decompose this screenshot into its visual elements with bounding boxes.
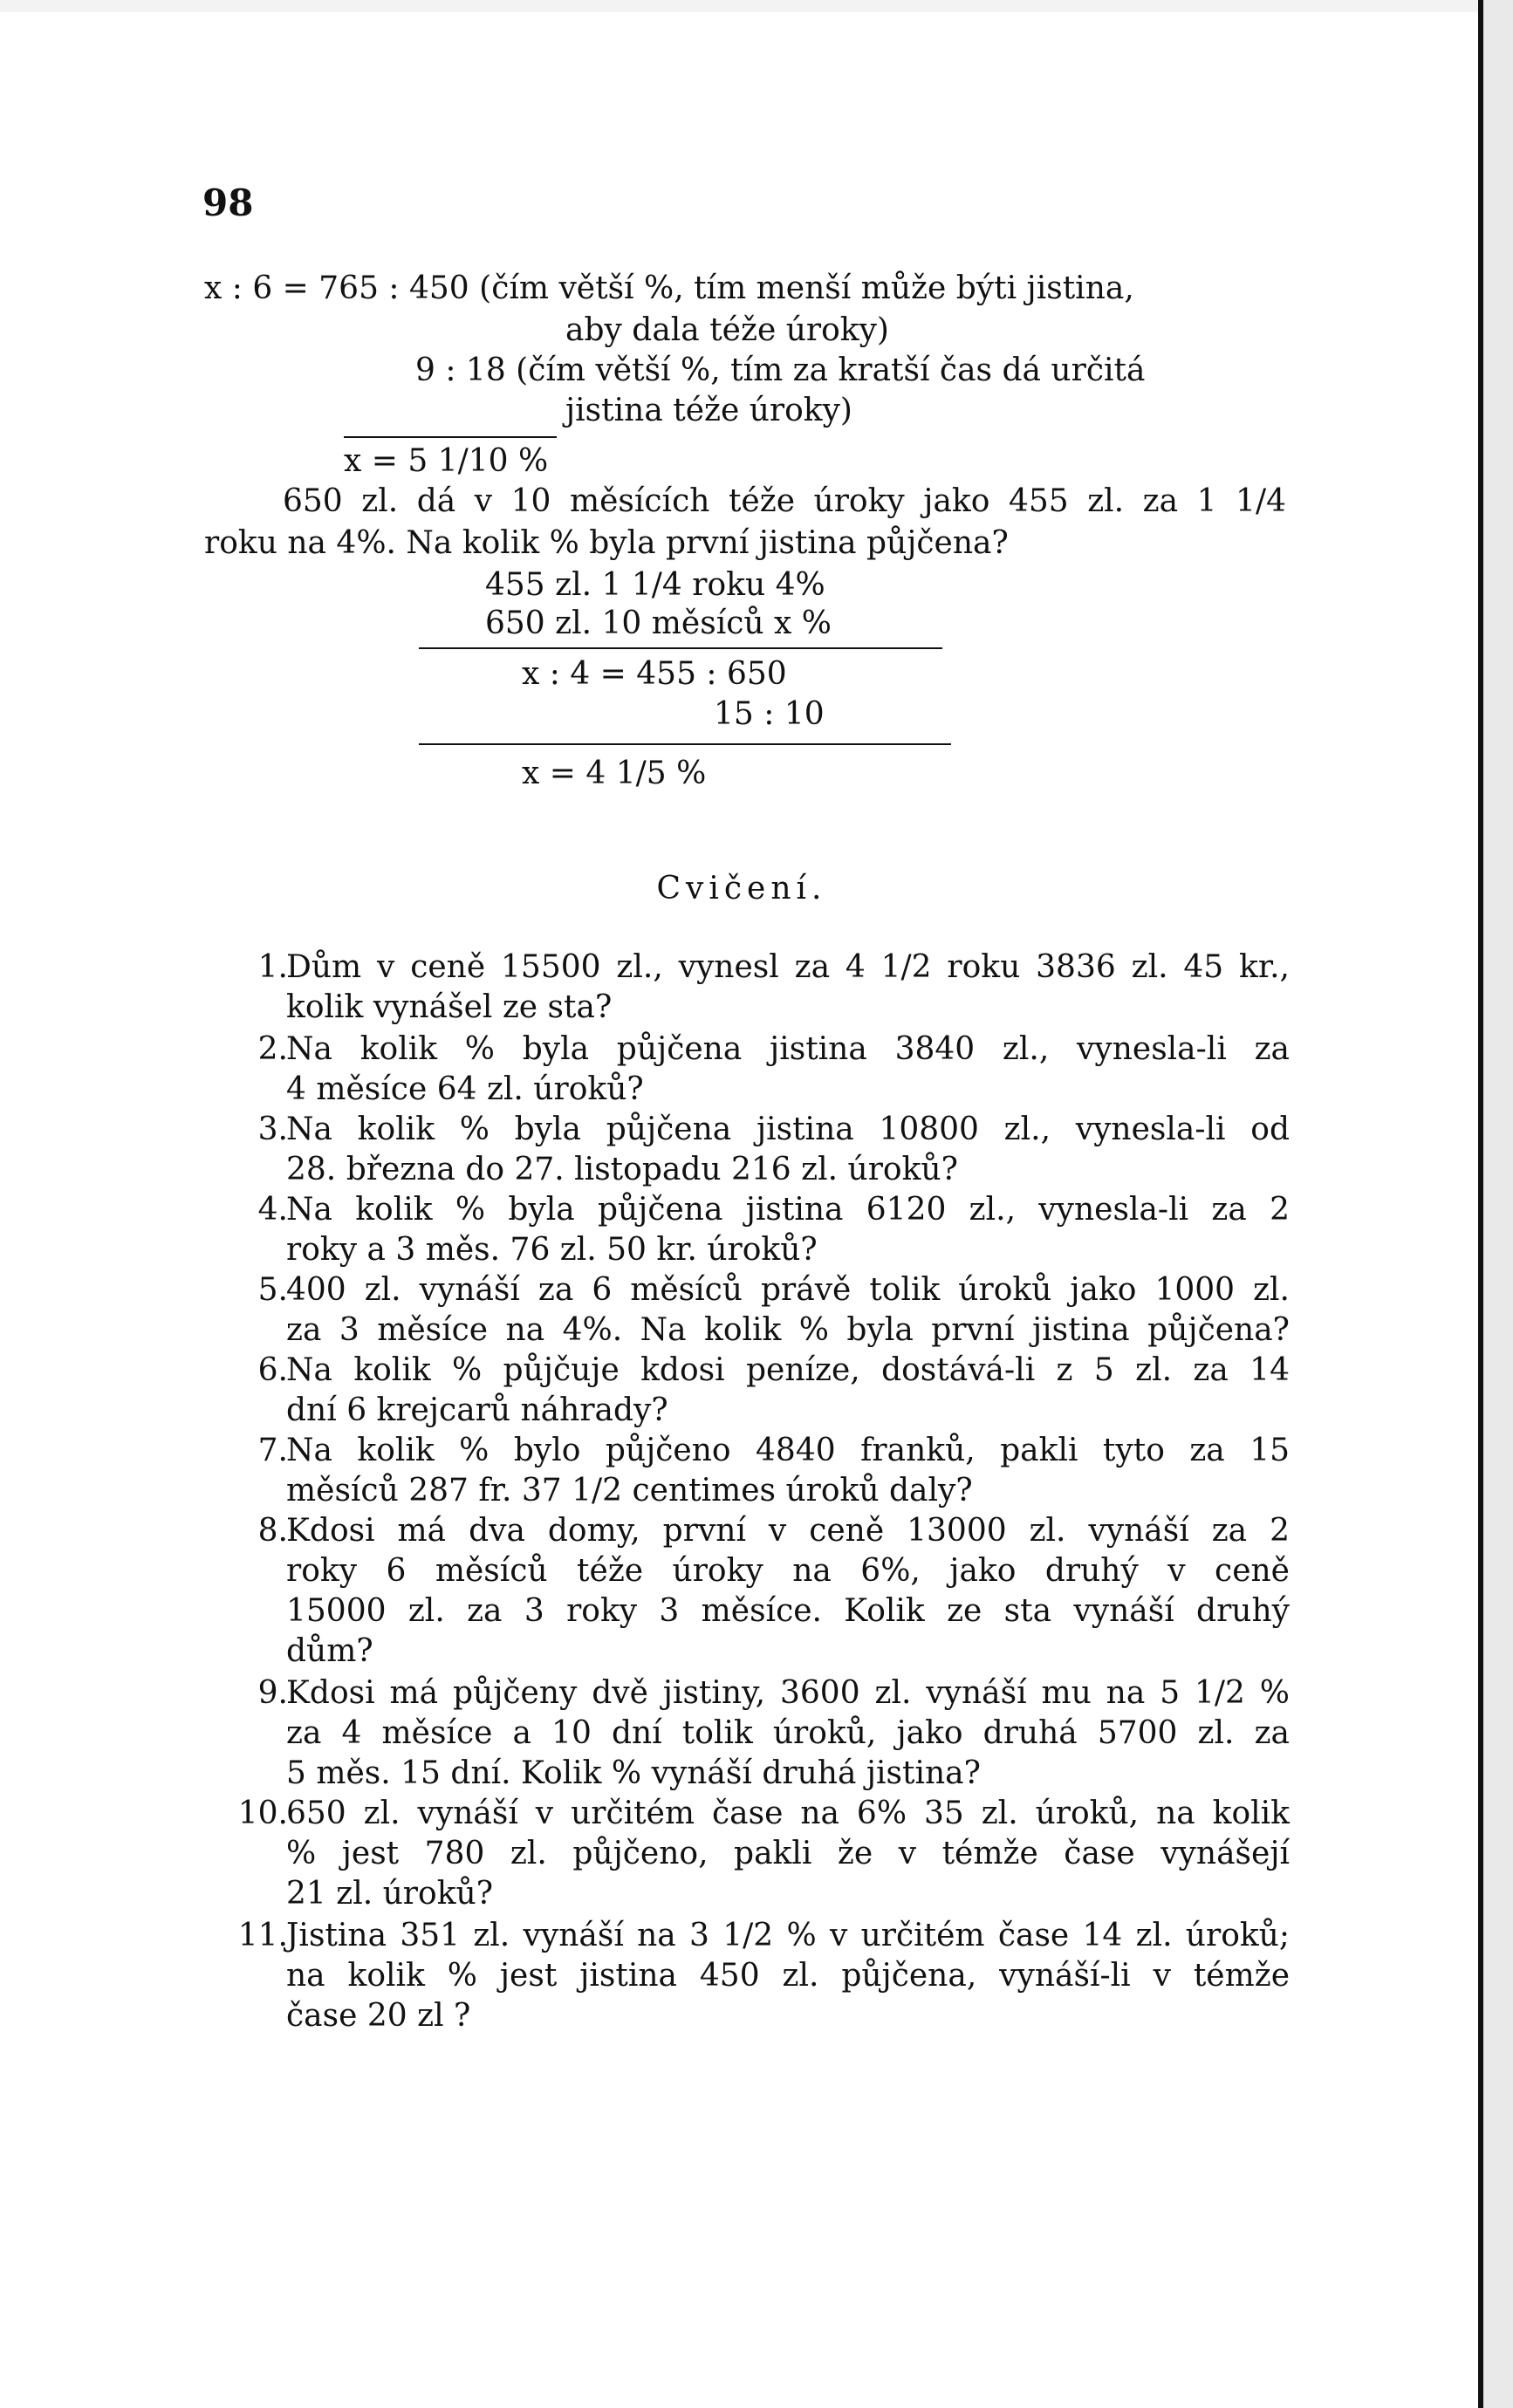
calc2-row4: 15 : 10 (714, 696, 825, 732)
calc2-rule2 (419, 743, 951, 745)
exercise-line: za 4 měsíce a 10 dní tolik úroků, jako druhá 5700 zl. za (286, 1715, 1290, 1751)
exercise-number: 6. (257, 1352, 288, 1388)
calc1-line2: aby dala téže úroky) (565, 312, 889, 348)
exercise-line: za 3 měsíce na 4%. Na kolik % byla první jistina půjčena? (286, 1312, 1290, 1348)
problem-line1: 650 zl. dá v 10 měsících téže úroky jako 455 zl. za 1 1/4 (283, 483, 1286, 519)
calc1-line1: x : 6 = 765 : 450 (čím větší %, tím menší může býti jistina, (204, 270, 1134, 306)
calc1-result: x = 5 1/10 % (344, 443, 549, 479)
calc2-rule1 (419, 647, 942, 649)
exercise-line: dní 6 krejcarů náhrady? (286, 1392, 668, 1428)
calc1-line4: jistina téže úroky) (565, 393, 852, 428)
calc2-result: x = 4 1/5 % (522, 756, 707, 791)
calc2-row1: 455 zl. 1 1/4 roku 4% (485, 567, 825, 603)
problem-line2: roku na 4%. Na kolik % byla první jistina půjčena? (204, 525, 1009, 561)
exercise-number: 10. (237, 1796, 288, 1831)
exercise-line: Dům v ceně 15500 zl., vynesl za 4 1/2 roku 3836 zl. 45 kr., (286, 949, 1290, 985)
exercise-line: dům? (286, 1633, 373, 1669)
exercise-line: 4 měsíce 64 zl. úroků? (286, 1071, 644, 1107)
calc1-rule (344, 436, 557, 438)
exercise-line: čase 20 zl ? (286, 1998, 471, 2034)
exercise-line: Kdosi má dva domy, první v ceně 13000 zl. vynáší za 2 (286, 1513, 1290, 1549)
exercise-line: 21 zl. úroků? (286, 1876, 493, 1912)
exercise-line: 650 zl. vynáší v určitém čase na 6% 35 zl. úroků, na kolik (286, 1796, 1290, 1831)
calc1-line3: 9 : 18 (čím větší %, tím za kratší čas dá určitá (415, 352, 1146, 388)
exercise-line: Kdosi má půjčeny dvě jistiny, 3600 zl. vynáší mu na 5 1/2 % (286, 1675, 1290, 1711)
exercise-number: 4. (257, 1192, 288, 1228)
exercise-number: 7. (257, 1433, 288, 1468)
exercise-number: 5. (257, 1272, 288, 1308)
exercise-line: 28. března do 27. listopadu 216 zl. úroků? (286, 1152, 958, 1187)
scan-right-margin (1482, 0, 1513, 2408)
exercise-line: 400 zl. vynáší za 6 měsíců právě tolik úroků jako 1000 zl. (286, 1272, 1290, 1308)
exercise-line: 5 měs. 15 dní. Kolik % vynáší druhá jistina? (286, 1755, 981, 1791)
exercise-line: Na kolik % byla půjčena jistina 3840 zl., vynesla-li za (286, 1031, 1290, 1067)
exercise-line: na kolik % jest jistina 450 zl. půjčena, vynáší-li v témže (286, 1958, 1290, 1994)
exercise-line: měsíců 287 fr. 37 1/2 centimes úroků daly? (286, 1473, 973, 1508)
exercise-number: 8. (257, 1513, 288, 1549)
calc2-row2: 650 zl. 10 měsíců x % (485, 605, 832, 641)
page-number: 98 (202, 181, 254, 224)
exercise-line: Na kolik % půjčuje kdosi peníze, dostává-li z 5 zl. za 14 (286, 1352, 1290, 1388)
exercise-line: Jistina 351 zl. vynáší na 3 1/2 % v určitém čase 14 zl. úroků; (286, 1918, 1290, 1953)
exercise-line: Na kolik % byla půjčena jistina 10800 zl., vynesla-li od (286, 1112, 1290, 1147)
exercise-line: roky a 3 měs. 76 zl. 50 kr. úroků? (286, 1232, 818, 1268)
exercise-line: roky 6 měsíců téže úroky na 6%, jako druhý v ceně (286, 1553, 1290, 1589)
exercise-line: Na kolik % byla půjčena jistina 6120 zl., vynesla-li za 2 (286, 1192, 1290, 1228)
scan-right-edge-line (1478, 0, 1483, 2408)
exercise-number: 1. (257, 949, 288, 985)
exercise-number: 11. (237, 1918, 288, 1953)
exercise-line: % jest 780 zl. půjčeno, pakli že v témže čase vynášejí (286, 1836, 1290, 1871)
exercise-number: 2. (257, 1031, 288, 1067)
section-title: Cvičení. (656, 871, 827, 906)
scan-top-edge (0, 0, 1513, 12)
exercise-number: 9. (257, 1675, 288, 1711)
calc2-row3: x : 4 = 455 : 650 (522, 656, 787, 692)
exercise-line: 15000 zl. za 3 roky 3 měsíce. Kolik ze sta vynáší druhý (286, 1593, 1290, 1629)
exercise-line: kolik vynášel ze sta? (286, 989, 613, 1025)
exercise-line: Na kolik % bylo půjčeno 4840 franků, pakli tyto za 15 (286, 1433, 1290, 1468)
exercise-number: 3. (257, 1112, 288, 1147)
